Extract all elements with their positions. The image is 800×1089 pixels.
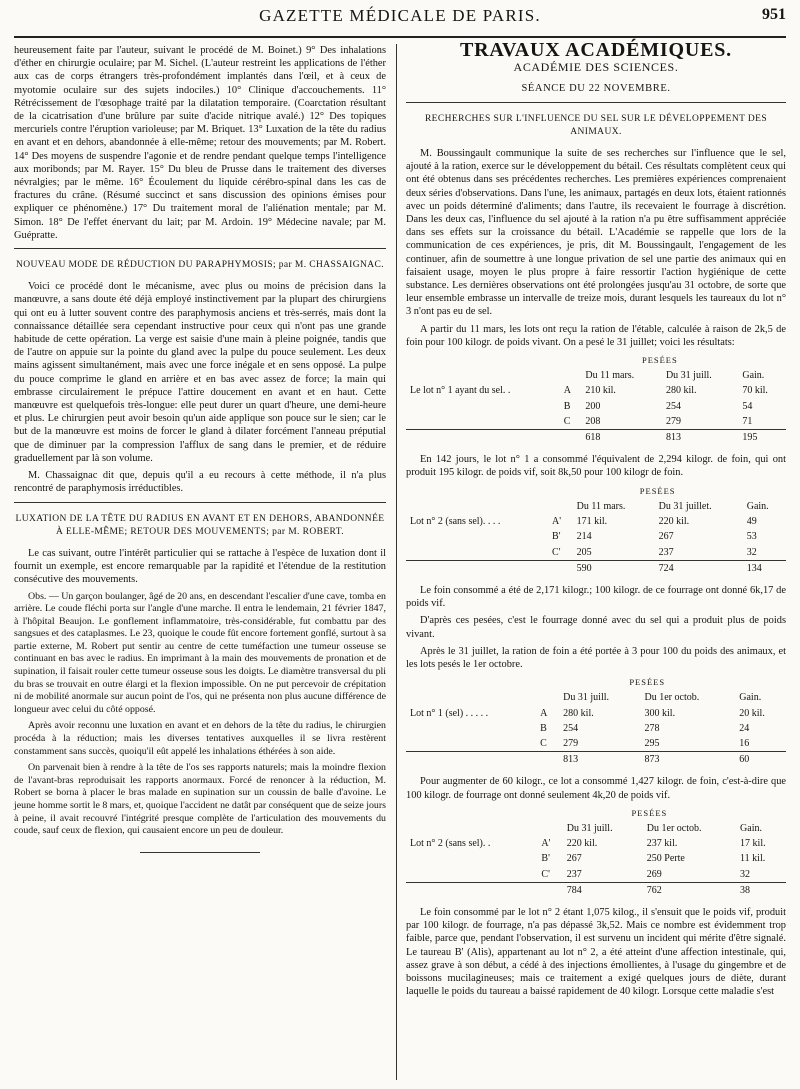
total-cell: 762 bbox=[643, 882, 736, 898]
sel-paragraph-4: Le foin consommé a été de 2,171 kilogr.; 100 kilogr. de ce fourrage ont donné 6k,17 de poids vif. bbox=[406, 584, 786, 610]
sel-paragraph-8: Le foin consommé par le lot n° 2 étant 1,075 kilog., il s'ensuit que le poids vif, produit par 100 kilogr. de fourrage, n'a pas dépassé 3k,52. Mais ce nombre est évidemment trop faible, parce que, pendant l'observation, il est survenu un incident qui mérite d'être signalé. Le taureau B' (Alis), appartenant au lot n° 2, a été atteint d'une affection intestinale, qui, assez grave à son début, a cédé à des injections émollientes, à l'usage du gingembre et de boissons mucilagineuses; mais ce traitement a exigé quelques jours de diète, durant laquelle le poids du taureau a baissé rapidement de 40 kilogr. Lorsque cette maladie s'est bbox=[406, 906, 786, 998]
table-cell: 49 bbox=[746, 516, 757, 528]
animal-id: C' bbox=[552, 546, 561, 558]
total-cell: 784 bbox=[563, 882, 643, 898]
table-cell: 280 kil. bbox=[563, 707, 594, 719]
table-cell: 269 bbox=[646, 868, 662, 880]
table-row bbox=[406, 529, 786, 544]
seance-heading: SÉANCE DU 22 NOVEMBRE. bbox=[521, 83, 671, 95]
totals-row bbox=[406, 560, 786, 576]
table-cell: 267 bbox=[566, 853, 582, 865]
sel-paragraph-1: M. Boussingault communique la suite de ses recherches sur l'influence que le sel, ajouté à la ration, exerce sur le développement du bétail. Ces résultats complètent ceux qui ont été obtenus dans ses précédentes recherches. Les premières expériences comprenaient deux séries d'observations. Dans l'une, les animaux, partagés en deux lots, étaient rationnés avec un poids déterminé d'aliments; dans l'autre, ils recevaient le fourrage à discrétion. Dans les deux cas, l'influence du sel ajouté à la ration n'a pu être suffisamment appréciée dans ses effets sur la croissance du bétail. L'Académie se rappelle que lors de la communication de ces expériences, je pris, dit M. Boussingault, l'engagement de les continuer, afin de soumettre à une longue privation de sel une partie des animaux qui en faisaient usage, moyen le plus propre à faire ressortir l'action hygiénique de cette substance. Les dernières observations ont été prolongées jusqu'au 31 octobre, de sorte que leur ensemble embrasse un intervalle de treize mois, durant lesquels les taureaux du lot n° 3 n'ont pas eu de sel. bbox=[406, 148, 786, 318]
animal-id: A' bbox=[541, 838, 551, 850]
total-cell: 813 bbox=[559, 752, 640, 768]
animal-id: C' bbox=[541, 868, 550, 880]
table-cell: 237 bbox=[658, 546, 674, 558]
table-cell: 237 bbox=[566, 868, 582, 880]
table-cell: 300 kil. bbox=[644, 707, 676, 719]
divider bbox=[14, 248, 386, 249]
column-separator bbox=[396, 44, 397, 1080]
section-title-paraphymosis: NOUVEAU MODE DE RÉDUCTION DU PARAPHYMOSIS; par M. CHASSAIGNAC. bbox=[15, 260, 385, 271]
page-header bbox=[0, 6, 800, 34]
total-cell: 618 bbox=[581, 430, 662, 446]
table-row bbox=[406, 706, 786, 721]
page-number: 951 bbox=[762, 6, 786, 23]
table-cell: 205 bbox=[576, 546, 592, 558]
luxation-paragraph: Le cas suivant, outre l'intérêt particulier qui se rattache à l'espèce de luxation dont il fournit un exemple, est encore remarquable par la rapidité et l'étendue de la restitution consécutive des mouvements. bbox=[14, 547, 386, 586]
table-row bbox=[406, 414, 786, 430]
weighing-table-4 bbox=[406, 806, 786, 898]
sel-paragraph-5: D'après ces pesées, c'est le fourrage donné avec du sel qui a produit plus de poids vivant. bbox=[406, 615, 786, 640]
observation-paragraph-3: On parvenait bien à rendre à la tête de l'os ses rapports naturels; mais la moindre flexion de l'avant-bras reproduisait les rapports anormaux. Forcé de renoncer à la réduction, M. Robert se borna à placer le bras malade en supination sur un coussin de balle d'avoine. Le jeune homme sortit le 8 mars, et, quoique l'accident ne datât par conséquent que de seize jours à peine, il avait recouvré l'intégrité presque complète de l'articulation des mouvements du coude, sauf ceux de flexion, qui causaient encore un peu de douleur. bbox=[14, 762, 386, 837]
table-cell: 210 kil. bbox=[585, 385, 616, 397]
row-label: Lot n° 2 (sans sel). . . . bbox=[410, 516, 501, 528]
table-cell: 267 bbox=[658, 531, 674, 543]
pesees-header: PESÉES bbox=[641, 355, 678, 366]
total-cell: 60 bbox=[735, 752, 786, 768]
animal-id: C bbox=[563, 415, 571, 427]
observation-paragraph-1: Obs. — Un garçon boulanger, âgé de 20 ans, en descendant l'escalier d'une cave, tomba en arrière. Le coude fléchi porta sur l'angle d'une marche. Il entra le lendemain, 21 février 1847, à l'hôpital Beaujon. Le gonflement inflammatoire, très-considérable, fut combattu par des sangsues et des cataplasmes. Le 23, quoique le coude fût encore fortement gonflé, surtout à sa partie externe, M. Robert put sentir au centre de cette tuméfaction une tumeur osseuse se continuant en bas avec le radius. En imprimant à la main des mouvements de pronation et de supination, il faisait rouler cette tumeur osseuse sous les doigts. Le diamètre transversal du pli du bras se trouvait en outre élargi et la flexion impossible. On ne put percevoir de crépitation ni de mobilité anormale sur aucun point de l'os, qui ne présenta non plus aucune différence de longueur avec celui du côté opposé. bbox=[14, 590, 386, 715]
column-header: Du 31 juill. bbox=[563, 692, 610, 704]
column-header: Du 31 juill. bbox=[566, 822, 613, 834]
table-cell: 279 bbox=[665, 415, 681, 427]
section-title-sel: RECHERCHES SUR L'INFLUENCE DU SEL SUR LE DÉVELOPPEMENT DES ANIMAUX. bbox=[424, 113, 768, 137]
table-cell: 200 bbox=[585, 400, 601, 412]
table-cell: 279 bbox=[563, 737, 579, 749]
animal-id: B' bbox=[552, 531, 561, 543]
table-cell: 280 kil. bbox=[665, 385, 697, 397]
divider bbox=[406, 102, 786, 103]
divider bbox=[14, 502, 386, 503]
weighing-table-2 bbox=[406, 484, 786, 576]
totals-row bbox=[406, 430, 786, 446]
table-row bbox=[406, 836, 786, 851]
table-cell: 254 bbox=[665, 400, 681, 412]
row-label: Lot n° 1 (sel) . . . . . bbox=[410, 707, 489, 719]
table-cell: 220 kil. bbox=[658, 516, 690, 528]
total-cell: 38 bbox=[736, 882, 786, 898]
table-cell: 32 bbox=[746, 546, 757, 558]
table-cell: 71 bbox=[742, 415, 753, 427]
column-header: Gain. bbox=[746, 500, 769, 512]
pesees-header: PESÉES bbox=[629, 677, 666, 688]
table-row bbox=[406, 383, 786, 398]
column-header: Du 31 juillet. bbox=[658, 500, 712, 512]
total-cell: 813 bbox=[662, 430, 738, 446]
section-title-luxation: LUXATION DE LA TÊTE DU RADIUS EN AVANT ET EN DEHORS, ABANDONNÉE À ELLE-MÊME; RETOUR DES MOUVEMENTS; par M. ROBERT. bbox=[15, 513, 385, 537]
totals-row bbox=[406, 752, 786, 768]
right-column bbox=[406, 39, 786, 1002]
table-cell: 295 bbox=[644, 737, 660, 749]
table-cell: 70 kil. bbox=[742, 385, 768, 397]
sel-paragraph-2: A partir du 11 mars, les lots ont reçu la ration de l'étable, calculée à raison de 2k,5 de foin pour 100 kilogr. de poids vivant. On a pesé le 31 juillet; voici les résultats: bbox=[406, 323, 786, 348]
intro-paragraph: heureusement faite par l'auteur, suivant le procédé de M. Boinet.) 9° Des inhalations d'éther en chirurgie oculaire; par M. Sichel. (L'auteur restreint les applications de l'éther aux cas de corps étrangers très-profondément implantés dans l'œil, et à ceux de myotomie oculaire sur des sujets indociles.) 10° Clinique d'accouchements. 11° Rétrécissement de l'œsophage traité par la dilatation temporaire. (Coarctation résultant de la cicatrisation d'une brûlure par suite d'acide nitrique avalé.) 12° Des topiques mercuriels contre l'éruption varioleuse; par M. Briquet. 13° Luxation de la tête du radius en avant et en dehors, abandonnée à elle-même; retour des mouvements; par M. Robert. 14° Des moyens de suspendre l'agonie et de rendre pendant quelque temps l'intelligence aux moribonds; par M. Rayer. 15° Du bleu de Prusse dans le traitement des diverses névralgies; par le même. 16° Écoulement du liquide cérébro-spinal dans les cas de fractures du crâne. (Résumé succinct et sans discussion des opinions émises pour expliquer ce phénomène.) 17° Du traitement moral de l'aliénation mentale; par M. Simon. 18° De l'effet énervant du lait; par M. Ardoin. 19° Médecine navale; par M. Guépratte. bbox=[14, 45, 386, 241]
table-cell: 250 Perte bbox=[646, 853, 685, 865]
academy-heading: ACADÉMIE DES SCIENCES. bbox=[513, 60, 679, 75]
animal-id: A bbox=[540, 707, 548, 719]
column-header: Du 31 juill. bbox=[665, 370, 712, 382]
table-cell: 32 bbox=[740, 868, 751, 880]
table-cell: 54 bbox=[742, 400, 753, 412]
total-cell: 590 bbox=[573, 560, 655, 576]
pesees-header: PESÉES bbox=[639, 485, 676, 496]
table-cell: 208 bbox=[585, 415, 601, 427]
column-header: Du 1er octob. bbox=[644, 692, 700, 704]
row-label: Lot n° 2 (sans sel). . bbox=[410, 838, 491, 850]
journal-title: GAZETTE MÉDICALE DE PARIS. bbox=[259, 6, 541, 25]
table-cell: 220 kil. bbox=[566, 838, 598, 850]
table-row bbox=[406, 545, 786, 561]
table-cell: 24 bbox=[739, 722, 750, 734]
table-cell: 278 bbox=[644, 722, 660, 734]
sel-paragraph-7: Pour augmenter de 60 kilogr., ce lot a consommé 1,427 kilogr. de foin, c'est-à-dire que 100 kilogr. de fourrage ont donné seulement 4k,20 de poids vif. bbox=[406, 776, 786, 801]
column-header: Gain. bbox=[739, 692, 762, 704]
paraphymosis-paragraph-2: M. Chassaignac dit que, depuis qu'il a eu recours à cette méthode, il n'a plus rencontré de paraphymosis irréductibles. bbox=[14, 470, 386, 495]
totals-row bbox=[406, 882, 786, 898]
column-header: Gain. bbox=[742, 370, 765, 382]
animal-id: B' bbox=[541, 853, 550, 865]
table-cell: 16 bbox=[739, 737, 750, 749]
animal-id: B bbox=[540, 722, 547, 734]
total-cell: 134 bbox=[743, 560, 786, 576]
table-row bbox=[406, 867, 786, 883]
pesees-header: PESÉES bbox=[631, 807, 668, 818]
footer-rule bbox=[140, 852, 260, 853]
table-cell: 53 bbox=[746, 531, 757, 543]
left-column bbox=[14, 44, 386, 853]
row-label: Le lot n° 1 ayant du sel. . bbox=[410, 385, 511, 397]
sel-paragraph-6: Après le 31 juillet, la ration de foin a été portée à 3 pour 100 du poids des animaux, et les lots pesés le 1er octobre. bbox=[406, 645, 786, 670]
table-cell: 214 bbox=[576, 531, 592, 543]
animal-id: A' bbox=[552, 516, 562, 528]
weighing-table-3 bbox=[406, 675, 786, 767]
weighing-table-1 bbox=[406, 353, 786, 445]
column-header: Du 11 mars. bbox=[585, 370, 635, 382]
table-cell: 254 bbox=[563, 722, 579, 734]
sel-paragraph-3: En 142 jours, le lot n° 1 a consommé l'équivalent de 2,294 kilogr. de foin, qui ont produit 195 kilogr. de poids vif, soit 8k,50 pour 100 kilogr de foin. bbox=[406, 454, 786, 479]
total-cell: 195 bbox=[738, 430, 786, 446]
table-cell: 11 kil. bbox=[740, 853, 766, 865]
table-row bbox=[406, 514, 786, 529]
table-cell: 237 kil. bbox=[646, 838, 678, 850]
animal-id: A bbox=[563, 385, 571, 397]
total-cell: 873 bbox=[641, 752, 736, 768]
header-rule bbox=[14, 36, 786, 38]
table-row bbox=[406, 851, 786, 866]
table-row bbox=[406, 721, 786, 736]
table-cell: 17 kil. bbox=[740, 838, 766, 850]
table-row bbox=[406, 399, 786, 414]
animal-id: B bbox=[563, 400, 571, 412]
column-header: Gain. bbox=[740, 822, 762, 834]
table-row bbox=[406, 736, 786, 752]
observation-paragraph-2: Après avoir reconnu une luxation en avant et en dehors de la tête du radius, le chirurgien procéda à la réduction; mais les diverses tentatives auxquelles il se livra restèrent constamment sans succès, quoiqu'il eût appelé les inhalations éthérées à son aide. bbox=[14, 720, 386, 757]
paraphymosis-paragraph-1: Voici ce procédé dont le mécanisme, avec plus ou moins de précision dans la manœuvre, a sans doute été déjà employé instinctivement par la plupart des chirurgiens qui ont eu à lutter souvent contre des paraphymosis anciens et très-serrés, mais dont la connaissance détaillée sera cependant instructive pour ceux qui n'ont pas une grande habitude de cette opération. La verge est saisie d'une main à pleine poignée, tandis que de l'autre on appuie sur la pointe du gland avec la pulpe du pouce seulement. Les deux mains agissent simultanément, mais avec une force inégale et en sens opposé. La pulpe du pouce comprime le gland en arrière et en bas avec assez de force; la main qui embrasse circulairement le prépuce l'attire doucement en avant et en haut. Cette manœuvre est quelquefois très-longue: elle peut durer un quart d'heure, une demi-heure et plus. Le chirurgien peut avoir besoin qu'un aide applique son pouce sur le sien; car le but de la manœuvre est moins de forcer le gland à dilater forcément l'anneau préputial que de diminuer par la compression l'afflux de sang dans le premier, et de réduire graduellement par là son volume. bbox=[14, 281, 386, 464]
table-cell: 171 kil. bbox=[576, 516, 608, 528]
animal-id: C bbox=[540, 737, 547, 749]
table-cell: 20 kil. bbox=[739, 707, 765, 719]
total-cell: 724 bbox=[655, 560, 743, 576]
section-heading-travaux: TRAVAUX ACADÉMIQUES. bbox=[460, 39, 732, 61]
column-header: Du 1er octob. bbox=[646, 822, 702, 834]
column-header: Du 11 mars. bbox=[576, 500, 626, 512]
